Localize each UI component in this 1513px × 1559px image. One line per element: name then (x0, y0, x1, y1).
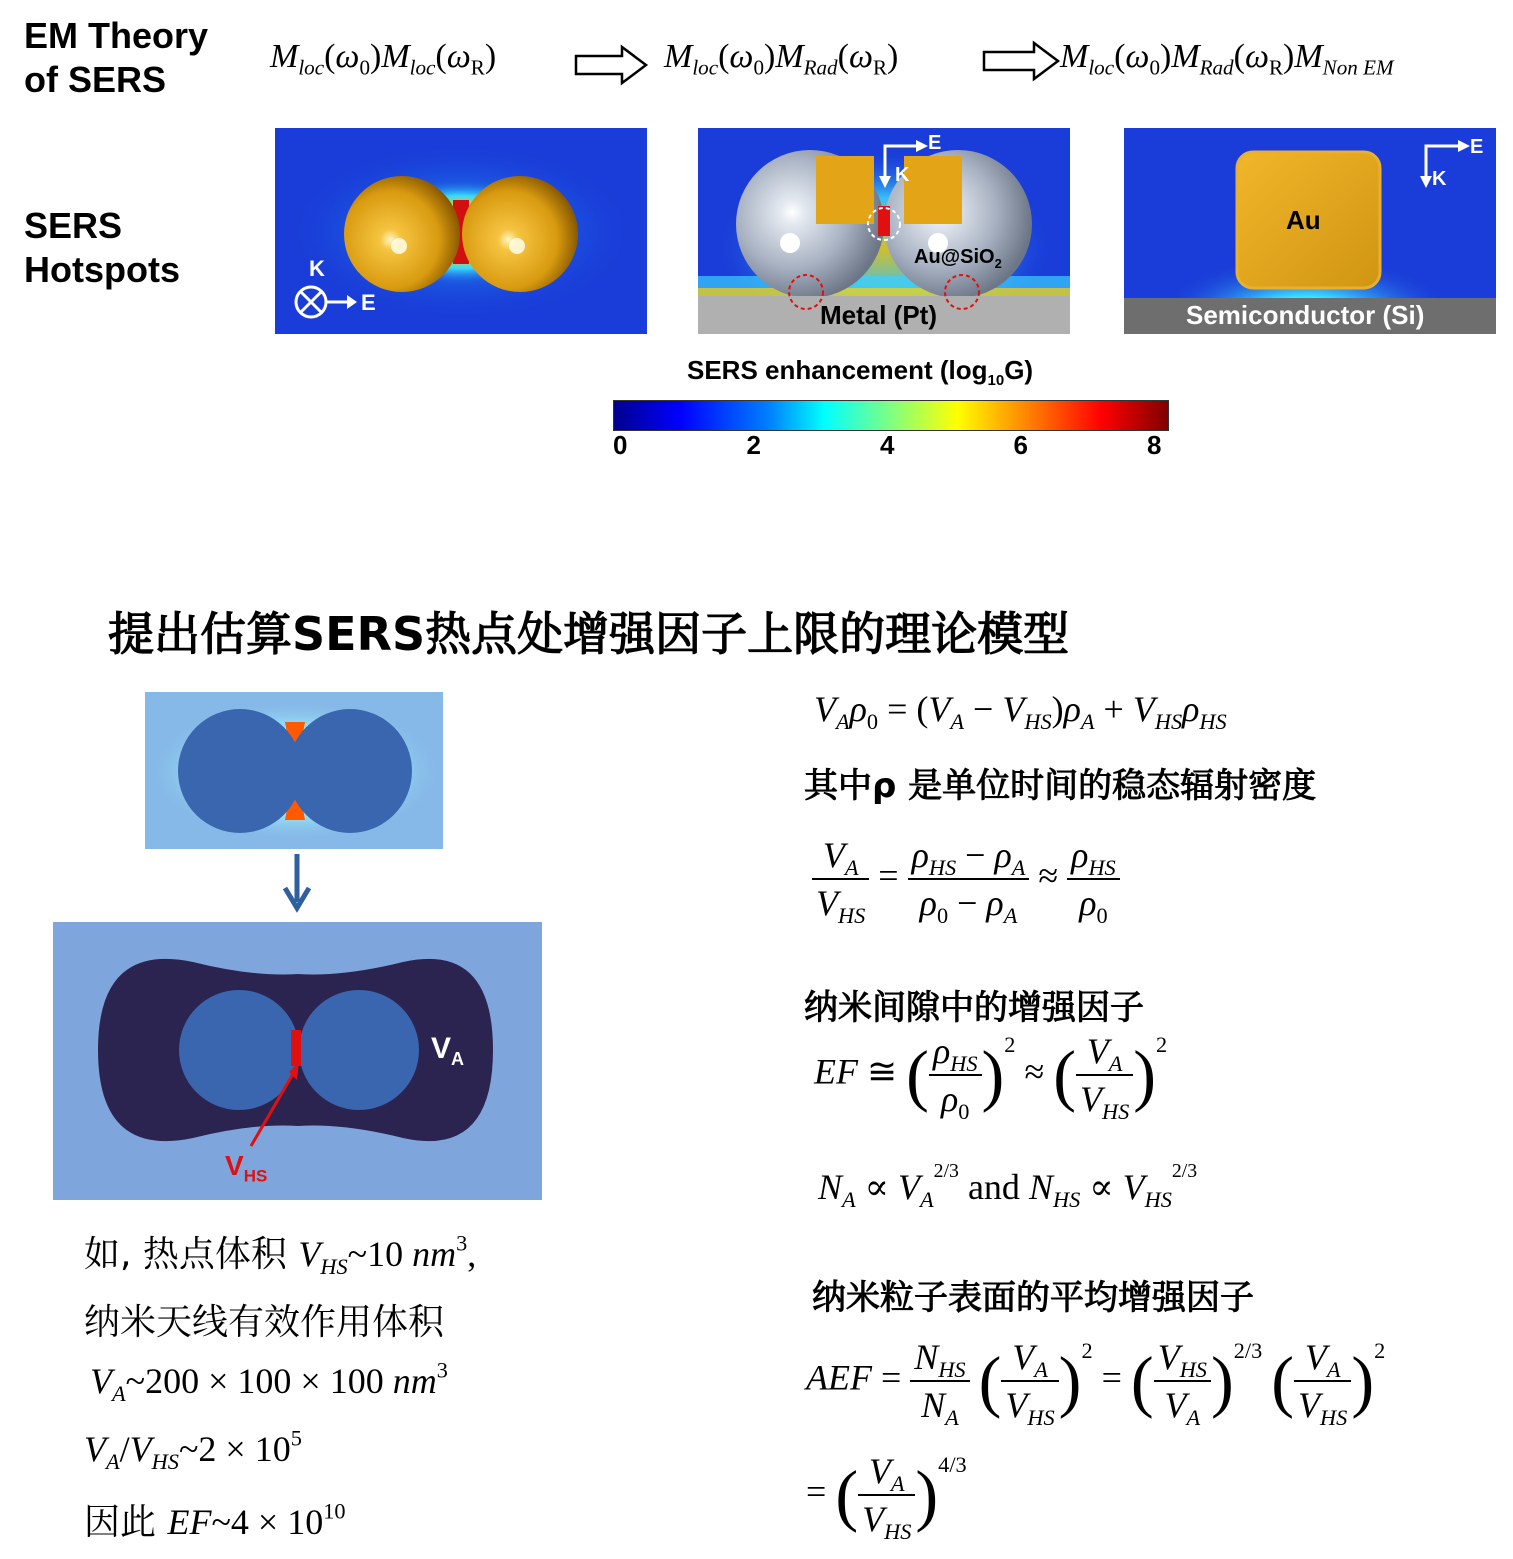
k-cross-icon (293, 284, 363, 320)
eq-volume-ratio: $\frac{V_A}{V_{HS}}$ = $\frac{\rho_{HS} - \rho_A}{\rho_0 - \rho_A}$ ≈ $\frac{\rho_{HS}}{\rho_0}$ (812, 834, 1120, 924)
volume-schematic (53, 922, 542, 1200)
e-label: E (928, 132, 942, 154)
colorbar-ticks (613, 430, 1169, 460)
colorbar-title: SERS enhancement $(\log_{10}G)$ (687, 355, 1034, 390)
example-line-4: $V_A/V_{HS}\sim 2 \times 10^5$ (84, 1425, 302, 1474)
eq-density-balance: $V_A\rho_0 = (V_A - V_{HS})\rho_A + V_{HS}\rho_{HS}$ (814, 689, 1227, 734)
au-cube-label: Au (1286, 205, 1321, 235)
au-sio2-hotspot-panel (698, 128, 1070, 334)
colorbar (613, 400, 1169, 431)
colorbar-tick-label: 4 (880, 430, 895, 460)
example-line-3: $V_A\sim 200 \times 100 \times 100$ $nm^3$ (90, 1357, 448, 1406)
eq-aef-result: = ( $\frac{V_A}{V_{HS}}$ )$^{4/3}$ (806, 1451, 967, 1544)
sers-hotspots-heading: SERS Hotspots (24, 205, 180, 290)
k-label: K (895, 164, 910, 186)
substrate-label-pt: Metal (Pt) (820, 300, 937, 330)
hotspot-field-map (145, 692, 443, 849)
hollow-right-arrow-icon (982, 40, 1062, 82)
eq-ef: EF ≅ ( $\frac{\rho_{HS}}{\rho_0}$ )$^2$ ≈ ( $\frac{V_A}{V_{HS}}$ )$^2$ (814, 1031, 1168, 1124)
down-arrow-icon (280, 852, 314, 914)
formula-step-2: $M_{loc}(\omega_0)M_{Rad}(\omega_R)$ (664, 38, 899, 80)
colorbar-tick-label: 2 (746, 430, 761, 460)
au-sio2-label: Au@SiO$_2$ (914, 246, 1002, 271)
formula-step-3: $M_{loc}(\omega_0)M_{Rad}(\omega_R)M_{Non EM}$ (1060, 38, 1394, 80)
gap-ef-title: 纳米间隙中的增强因子 (804, 988, 1144, 1028)
vhs-label: $V_{HS}$ (225, 1150, 268, 1186)
k-label: K (1432, 168, 1447, 190)
k-label: K (309, 256, 325, 281)
example-line-2: 纳米天线有效作用体积 (84, 1302, 445, 1343)
dimer-hotspot-panel (275, 128, 647, 334)
formula-step-1: $M_{loc}(\omega_0)M_{loc}(\omega_R)$ (270, 38, 497, 80)
va-label: $V_A$ (431, 1032, 465, 1069)
eq-aef: AEF = $\frac{N_{HS}}{N_A}$ ( $\frac{V_A}{V_{HS}}$ )$^2$ = ( $\frac{V_{HS}}{V_A}$ )$^{2/3}$ ( $\frac{V_A}{V_{HS}}$ )$^2$ (806, 1337, 1386, 1430)
semiconductor-hotspot-panel (1124, 128, 1496, 334)
substrate-label-si: Semiconductor (Si) (1186, 300, 1425, 330)
e-label: E (1470, 136, 1484, 158)
colorbar-tick-label: 8 (1147, 430, 1162, 460)
colorbar-tick-label: 0 (613, 430, 628, 460)
where-rho-text: 其中ρ 是单位时间的稳态辐射密度 (804, 766, 1317, 806)
example-line-1: 如, 热点体积 $V_{HS}\sim 10$ $nm^3$, (84, 1230, 477, 1279)
example-line-5: 因此 EF~4 × $10^{10}$ (84, 1498, 346, 1543)
em-theory-heading: EM Theory of SERS (24, 15, 209, 100)
e-label: E (361, 290, 376, 315)
eq-n-proportional: $N_A \propto V_A^{2/3}$ and $N_{HS} \propto V_{HS}^{2/3}$ (818, 1160, 1198, 1212)
surface-aef-title: 纳米粒子表面的平均增强因子 (812, 1278, 1254, 1318)
section-title: 提出估算SERS热点处增强因子上限的理论模型 (108, 607, 1070, 661)
hollow-right-arrow-icon (574, 44, 650, 86)
colorbar-tick-label: 6 (1013, 430, 1028, 460)
